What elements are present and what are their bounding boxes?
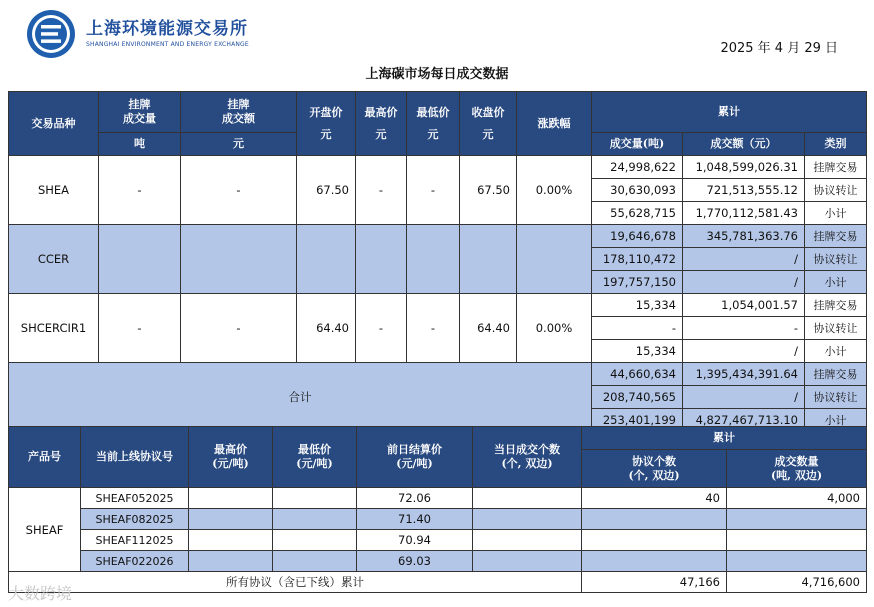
cum-quantity: [727, 551, 867, 572]
open-price: 67.50: [297, 156, 356, 225]
contract-id: SHEAF022026: [81, 551, 189, 572]
cum-volume: 19,646,678: [592, 225, 683, 248]
unit-ton: 吨: [99, 133, 181, 156]
prev-settle-price: 70.94: [357, 530, 473, 551]
total-row: [9, 363, 867, 386]
cum-volume: -: [592, 317, 683, 340]
unit-yuan: 元: [181, 133, 297, 156]
listed-amount: [181, 225, 297, 294]
unit-close: 元: [482, 127, 494, 141]
cum-volume: 44,660,634: [592, 363, 683, 386]
cum-type: 小计: [805, 271, 867, 294]
header-listed-volume: 挂牌 成交量: [99, 92, 181, 133]
header-cum-quantity: 成交数量 (吨, 双边): [727, 450, 867, 488]
low-price: -: [407, 294, 460, 363]
cum-amount: 721,513,555.12: [683, 179, 805, 202]
cum-type: 小计: [805, 202, 867, 225]
unit-high: 元: [375, 127, 387, 141]
cum-volume: 208,740,565: [592, 386, 683, 409]
cum-type: 小计: [805, 409, 867, 432]
cum-type: 协议转让: [805, 317, 867, 340]
cum-amount: 345,781,363.76: [683, 225, 805, 248]
cum-amount: 1,395,434,391.64: [683, 363, 805, 386]
header-prev-settle: 前日结算价 (元/吨): [357, 427, 473, 488]
high-price: [356, 225, 407, 294]
cum-amount: /: [683, 340, 805, 363]
total-row: [9, 572, 867, 593]
contract-id: SHEAF112025: [81, 530, 189, 551]
contract-id: SHEAF052025: [81, 488, 189, 509]
day-count: [473, 509, 582, 530]
prev-settle-price: 69.03: [357, 551, 473, 572]
price-change: 0.00%: [517, 156, 592, 225]
cum-amount: /: [683, 271, 805, 294]
day-count: [473, 488, 582, 509]
listed-volume: -: [99, 156, 181, 225]
cum-volume: 15,334: [592, 294, 683, 317]
product-name: SHEA: [9, 156, 99, 225]
header-cumulative: 累计: [582, 427, 867, 450]
high-price: -: [356, 294, 407, 363]
header-day-count: 当日成交个数 (个, 双边): [473, 427, 582, 488]
low-price: [273, 488, 357, 509]
cum-quantity-total: 4,716,600: [727, 572, 867, 593]
cum-count: [582, 551, 727, 572]
header-high: 最高价 元: [356, 92, 407, 156]
header-high: 最高价 (元/吨): [189, 427, 273, 488]
cum-type: 挂牌交易: [805, 363, 867, 386]
total-label: 所有协议（含已下线）累计: [9, 572, 582, 593]
product-name: SHCERCIR1: [9, 294, 99, 363]
cum-type: 挂牌交易: [805, 156, 867, 179]
cum-volume: 197,757,150: [592, 271, 683, 294]
cum-count: 40: [582, 488, 727, 509]
header-cum-count: 协议个数 (个, 双边): [582, 450, 727, 488]
header-low: 最低价 元: [407, 92, 460, 156]
org-name-cn: 上海环境能源交易所: [86, 19, 248, 39]
cum-amount: 1,770,112,581.43: [683, 202, 805, 225]
table-row: [9, 225, 867, 248]
total-label: 合计: [9, 363, 592, 432]
low-price: [273, 530, 357, 551]
header-cum-type: 类别: [805, 133, 867, 156]
price-change: 0.00%: [517, 294, 592, 363]
header-cum-amount: 成交额（元）: [683, 133, 805, 156]
prev-settle-price: 71.40: [357, 509, 473, 530]
cum-amount: -: [683, 317, 805, 340]
header-open: 开盘价 元: [297, 92, 356, 156]
table-row: [9, 530, 867, 551]
table-row: [9, 509, 867, 530]
cum-type: 协议转让: [805, 386, 867, 409]
high-price: [189, 488, 273, 509]
cum-type: 协议转让: [805, 248, 867, 271]
header-close: 收盘价 元: [460, 92, 517, 156]
open-price: [297, 225, 356, 294]
cum-volume: 178,110,472: [592, 248, 683, 271]
cum-amount: 4,827,467,713.10: [683, 409, 805, 432]
cum-type: 挂牌交易: [805, 294, 867, 317]
product-name: CCER: [9, 225, 99, 294]
cum-volume: 55,628,715: [592, 202, 683, 225]
close-price: [460, 225, 517, 294]
low-price: [273, 551, 357, 572]
table-row: [9, 156, 867, 179]
exchange-logo-icon: [26, 9, 76, 59]
header-contract: 当前上线协议号: [81, 427, 189, 488]
prev-settle-price: 72.06: [357, 488, 473, 509]
listed-volume: -: [99, 294, 181, 363]
cum-type: 挂牌交易: [805, 225, 867, 248]
unit-open: 元: [320, 127, 332, 141]
cum-quantity: 4,000: [727, 488, 867, 509]
contract-id: SHEAF082025: [81, 509, 189, 530]
header-listed-amount: 挂牌 成交额: [181, 92, 297, 133]
header-product: 交易品种: [9, 92, 99, 156]
high-price: -: [356, 156, 407, 225]
table-row: [9, 488, 867, 509]
cum-volume: 253,401,199: [592, 409, 683, 432]
close-price: 64.40: [460, 294, 517, 363]
day-count: [473, 551, 582, 572]
cum-count: [582, 509, 727, 530]
header-cum-volume: 成交量(吨): [592, 133, 683, 156]
table-row: [9, 294, 867, 317]
header-low: 最低价 (元/吨): [273, 427, 357, 488]
cum-quantity: [727, 509, 867, 530]
cum-count: [582, 530, 727, 551]
header-cumulative: 累计: [592, 92, 867, 133]
listed-amount: -: [181, 294, 297, 363]
listed-volume: [99, 225, 181, 294]
cum-amount: /: [683, 386, 805, 409]
cum-quantity: [727, 530, 867, 551]
cum-type: 小计: [805, 340, 867, 363]
high-price: [189, 530, 273, 551]
low-price: [273, 509, 357, 530]
listed-amount: -: [181, 156, 297, 225]
report-date: 2025 年 4 月 29 日: [720, 41, 838, 56]
low-price: [407, 225, 460, 294]
futures-agreement-table: [8, 426, 867, 593]
product-code: SHEAF: [9, 488, 81, 572]
table-row: [9, 551, 867, 572]
open-price: 64.40: [297, 294, 356, 363]
low-price: -: [407, 156, 460, 225]
page-title: 上海碳市场每日成交数据: [365, 67, 509, 82]
unit-low: 元: [427, 127, 439, 141]
cum-count-total: 47,166: [582, 572, 727, 593]
cum-amount: /: [683, 248, 805, 271]
cum-volume: 24,998,622: [592, 156, 683, 179]
day-count: [473, 530, 582, 551]
daily-trading-table: [8, 91, 867, 432]
close-price: 67.50: [460, 156, 517, 225]
cum-amount: 1,054,001.57: [683, 294, 805, 317]
price-change: [517, 225, 592, 294]
header-change: 涨跌幅: [517, 92, 592, 156]
cum-type: 协议转让: [805, 179, 867, 202]
cum-volume: 15,334: [592, 340, 683, 363]
cum-amount: 1,048,599,026.31: [683, 156, 805, 179]
high-price: [189, 509, 273, 530]
header-product-code: 产品号: [9, 427, 81, 488]
high-price: [189, 551, 273, 572]
watermark: 大数跨境: [8, 584, 73, 603]
org-name-en: SHANGHAI ENVIRONMENT AND ENERGY EXCHANGE: [86, 41, 249, 48]
cum-volume: 30,630,093: [592, 179, 683, 202]
